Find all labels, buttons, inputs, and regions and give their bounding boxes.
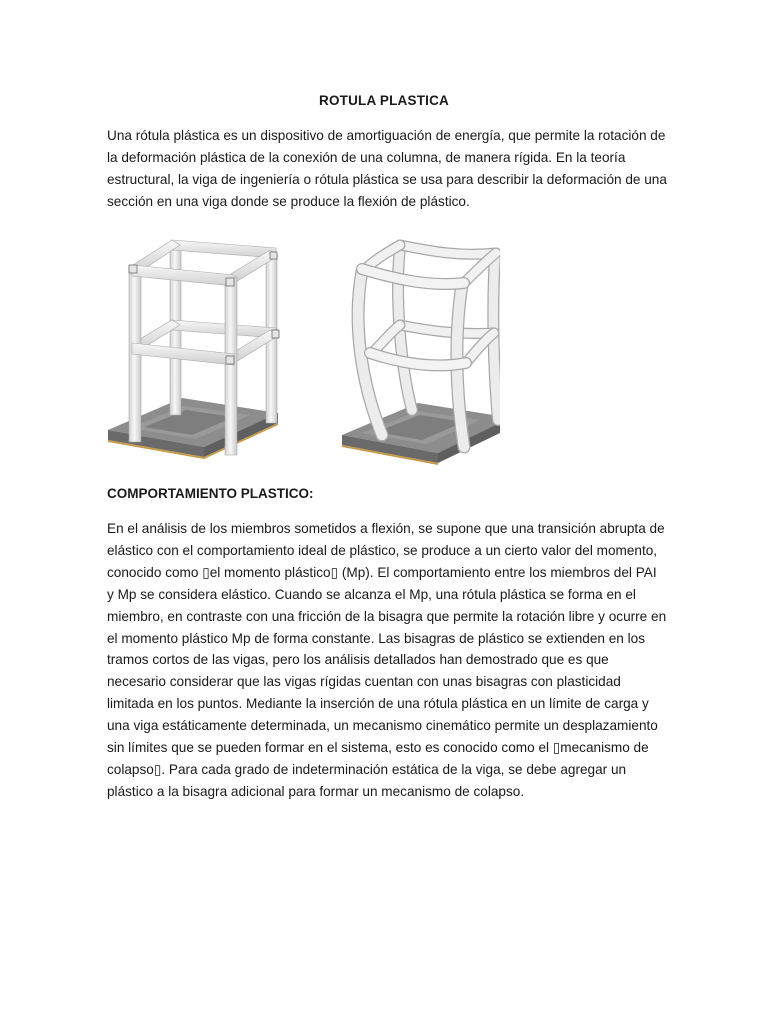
- section-paragraph: En el análisis de los miembros sometidos a flexión, se supone que una transición abrupta de elástico con el comportamiento ideal de plástico, se produce a un cierto valor del momento, conocido como ▯el momento plástico▯ (Mp). El comportamiento entre los miembros del PAI y Mp se considera elástico. Cuando se alcanza el Mp, una rótula plástica se forma en el miembro, en contraste con una fricción de la bisagra que permite la rotación libre y ocurre en el momento plástico Mp de forma constante. Las bisagras de plástico se extienden en los tramos cortos de las vigas, pero los análisis detallados han demostrado que es que necesario considerar que las vigas rígidas cuentan con unas bisagras con plasticidad limitada en los puntos. Mediante la inserción de una rótula plástica en un límite de carga y una viga estáticamente determinada, un mecanismo cinemático permite un desplazamiento sin límites que se pueden formar en el sistema, esto es conocido como el ▯mecanismo de colapso▯. Para cada grado de indeterminación estática de la viga, se debe agregar un plástico a la bisagra adicional para formar un mecanismo de colapso.: [107, 521, 667, 799]
- deformed-frame: [342, 245, 500, 465]
- undeformed-frame: [108, 240, 279, 459]
- section-heading: COMPORTAMIENTO PLASTICO:: [107, 486, 314, 501]
- frame-illustration: [100, 225, 500, 470]
- base-slab-right: [342, 403, 500, 465]
- page-title: ROTULA PLASTICA: [319, 93, 449, 108]
- frame-figure: [100, 225, 500, 470]
- intro-paragraph: Una rótula plástica es un dispositivo de amortiguación de energía, que permite la rotación de la deformación plástica de la conexión de una columna, de manera rígida. En la teoría estructural, la viga de ingeniería o rótula plástica se usa para describir la deformación de una sección en una viga donde se produce la flexión de plástico.: [107, 128, 667, 209]
